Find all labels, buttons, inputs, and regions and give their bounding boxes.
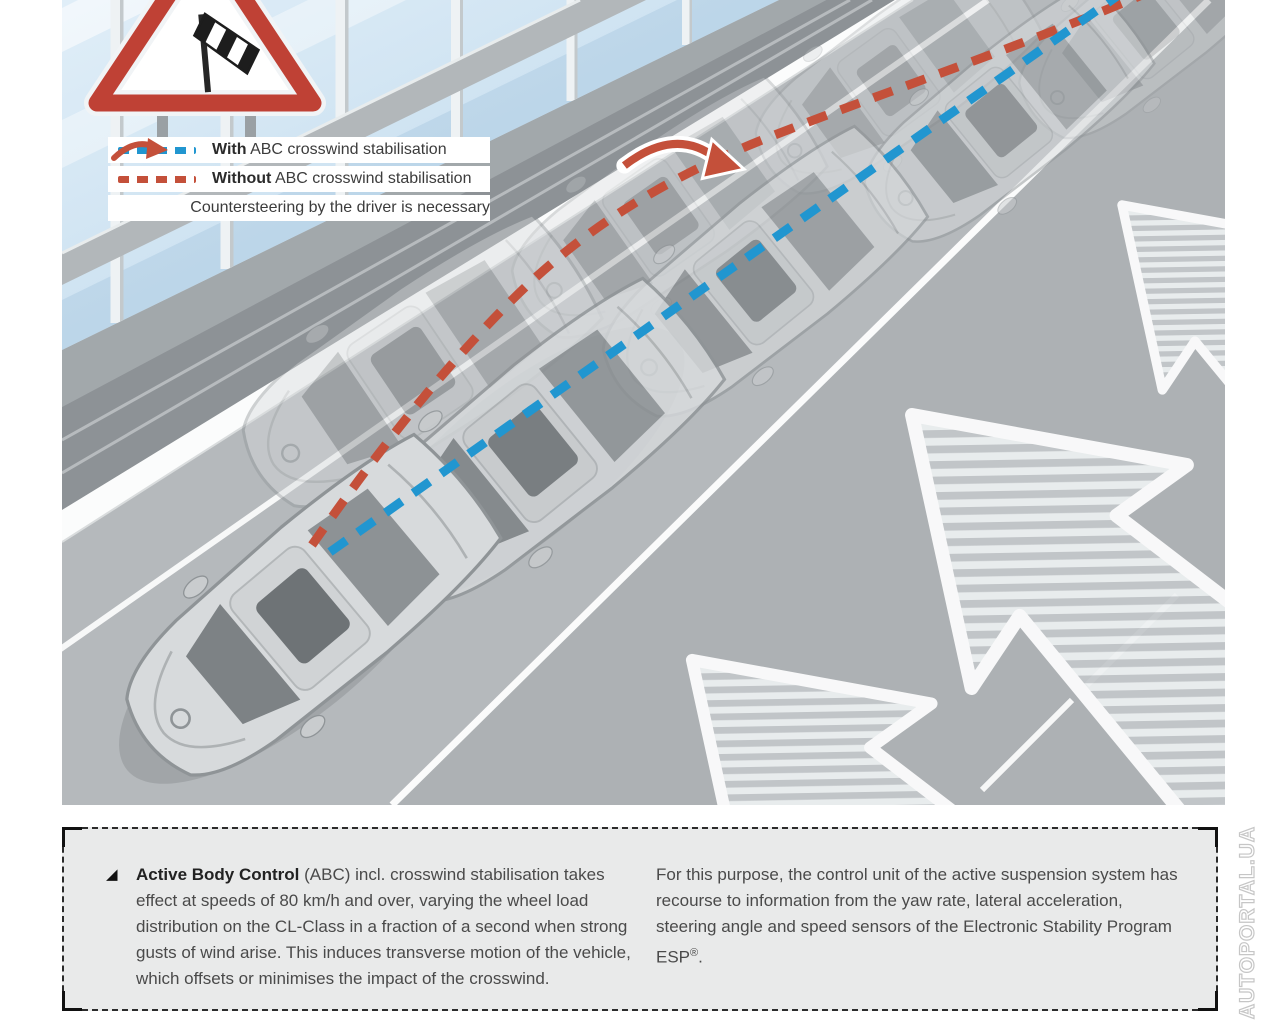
corner-mark <box>1198 991 1218 1011</box>
caption-box <box>62 827 1218 1011</box>
caption-left-column: Active Body Control (ABC) incl. crosswind stabilisation takes effect at speeds of 80 km/h and over, varying the wheel load distribution on the CL-Class in a fraction of a second when strong gusts of wind arise. This induces transverse motion of the vehicle, which offsets or minimises the impact of the crosswind. <box>136 865 631 988</box>
corner-mark <box>62 991 82 1011</box>
corner-mark <box>1198 827 1218 847</box>
legend <box>108 137 490 224</box>
caption-right-column: For this purpose, the control unit of the active suspension system has recourse to information from the yaw rate, lateral acceleration, steering angle and speed sensors of the Electronic Stability Program ESP®. <box>656 865 1178 967</box>
scene-svg <box>62 0 1225 805</box>
legend-item-without-abc <box>108 166 490 192</box>
legend-item-countersteering <box>108 195 490 221</box>
watermark: AUTOPORTAL.UA <box>1236 826 1259 1020</box>
scene-illustration <box>62 0 1225 805</box>
legend-label: Countersteering by the driver is necessary <box>190 199 490 216</box>
corner-mark <box>62 827 82 847</box>
legend-label: With ABC crosswind stabilisation <box>212 141 447 158</box>
caption-bullet: ◢ <box>106 866 118 883</box>
red-dashed-line-sample <box>118 176 200 183</box>
legend-label: Without ABC crosswind stabilisation <box>212 170 472 187</box>
